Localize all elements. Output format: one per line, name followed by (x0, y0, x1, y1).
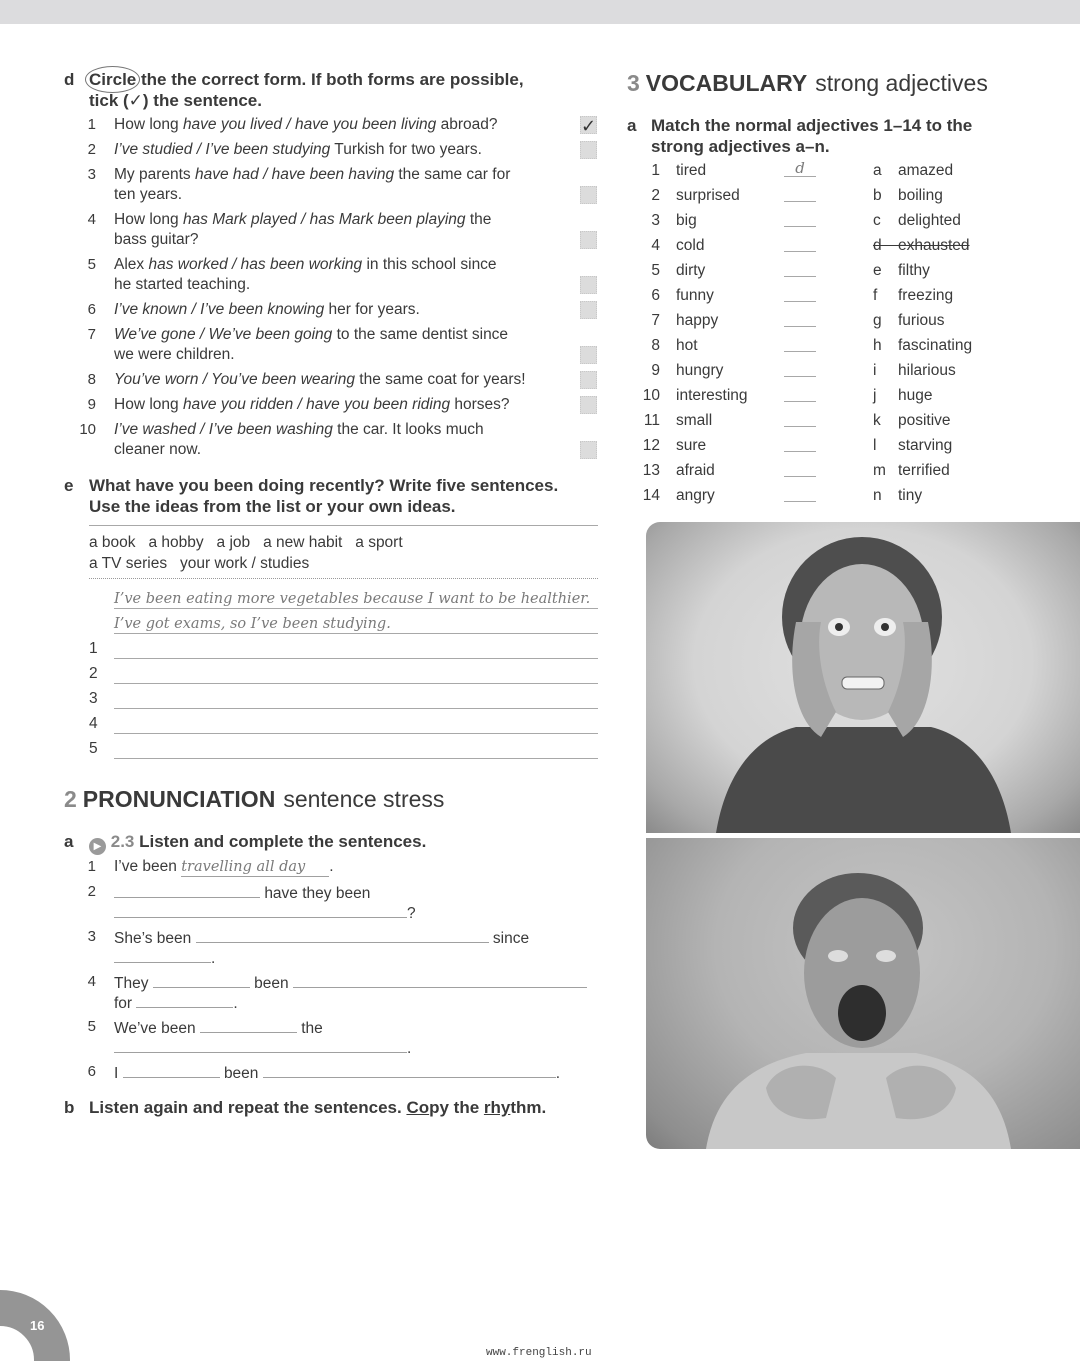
example-answer-1: I’ve been eating more vegetables because I want to be healthier. (114, 589, 598, 609)
verb-options[interactable]: has Mark played / has Mark been playing (182, 211, 466, 228)
answer-line[interactable] (114, 714, 598, 734)
pron-blank[interactable] (263, 1062, 556, 1078)
tick-box[interactable] (580, 301, 597, 319)
strong-adjective-letter: c (873, 212, 881, 229)
terrified-woman-illustration (646, 522, 1080, 833)
task-2b-letter: b (64, 1098, 75, 1117)
match-answer-blank[interactable] (784, 211, 816, 227)
answer-line-number: 5 (89, 740, 98, 757)
answer-line-number: 1 (89, 640, 98, 657)
match-answer-blank[interactable] (784, 336, 816, 352)
strong-adjective-letter: a (873, 162, 882, 179)
match-answer-blank[interactable] (784, 386, 816, 402)
pron-sentence-5: We’ve been the (114, 1017, 323, 1039)
task-d-item-number: 8 (87, 371, 96, 388)
normal-adjective-number: 7 (651, 312, 660, 329)
tick-box[interactable] (580, 371, 597, 389)
normal-adjective: sure (676, 437, 707, 454)
tick-box[interactable] (580, 116, 597, 134)
strong-adjective-letter: h (873, 337, 882, 354)
section-2-heading: 2 PRONUNCIATION sentence stress (64, 786, 445, 812)
pron-blank[interactable] (114, 902, 407, 918)
normal-adjective: big (676, 212, 697, 229)
task-2b-instruction: Listen again and repeat the sentences. Copy the rhythm. (89, 1098, 547, 1117)
strong-adjective: fascinating (898, 337, 973, 354)
pron-blank[interactable] (136, 992, 233, 1008)
task-d-item: You’ve worn / You’ve been wearing the same coat for years! (114, 371, 526, 388)
ideas-line-1: a book a hobby a job a new habit a sport (89, 534, 403, 551)
furious-man-illustration (646, 838, 1080, 1149)
photo-terrified-woman (646, 522, 1080, 833)
strong-adjective: positive (898, 412, 951, 429)
match-answer-blank[interactable] (784, 261, 816, 277)
normal-adjective: happy (676, 312, 719, 329)
normal-adjective-number: 1 (651, 162, 660, 179)
strong-adjective-letter: b (873, 187, 882, 204)
photo-furious-man (646, 838, 1080, 1149)
strong-adjective: amazed (898, 162, 954, 179)
pron-sentence-3-line-2: . (114, 947, 215, 969)
tick-box[interactable] (580, 441, 597, 459)
pron-sentence-2-line-2: ? (114, 902, 416, 924)
verb-options[interactable]: has worked / has been working (148, 256, 363, 273)
normal-adjective: hungry (676, 362, 724, 379)
task-d-item: We’ve gone / We’ve been going to the same dentist since we were children. (114, 326, 509, 363)
pron-item-number: 1 (87, 858, 96, 875)
task-d-item: I’ve washed / I’ve been washing the car. It looks much cleaner now. (114, 421, 484, 458)
strong-adjective: filthy (898, 262, 930, 279)
ideas-line-2: a TV series your work / studies (89, 555, 310, 572)
top-bar (0, 0, 1080, 24)
pron-sentence-2: have they been (114, 882, 370, 904)
verb-options[interactable]: I’ve studied / I’ve been studying (114, 141, 331, 158)
pron-blank[interactable] (293, 972, 587, 988)
task-d-item: Alex has worked / has been working in this school since he started teaching. (114, 256, 497, 293)
task-d-item-number: 5 (87, 256, 96, 273)
task-d-item: How long have you ridden / have you been riding horses? (114, 396, 510, 413)
answer-line[interactable] (114, 639, 598, 659)
strong-adjective-letter: n (873, 487, 882, 504)
answer-line[interactable] (114, 739, 598, 759)
verb-options[interactable]: You’ve worn / You’ve been wearing (114, 371, 355, 388)
tick-icon: ✓ (581, 116, 597, 136)
match-answer-blank[interactable] (784, 436, 816, 452)
strong-adjective: huge (898, 387, 933, 404)
task-d-letter: d (64, 70, 75, 89)
task-d-item-number: 6 (87, 301, 96, 318)
answer-line[interactable] (114, 689, 598, 709)
match-answer-blank[interactable] (784, 486, 816, 502)
strong-adjective: terrified (898, 462, 950, 479)
pron-sentence-6: I been . (114, 1062, 560, 1084)
example-answer-2: I’ve got exams, so I’ve been studying. (114, 614, 598, 634)
tick-box[interactable] (580, 346, 597, 364)
task-d-item: I’ve studied / I’ve been studying Turkish for two years. (114, 141, 482, 158)
normal-adjective-number: 2 (651, 187, 660, 204)
verb-options[interactable]: We’ve gone / We’ve been going (114, 326, 333, 343)
pron-answer-1[interactable]: travelling all day (181, 859, 329, 877)
normal-adjective: afraid (676, 462, 715, 479)
task-d-item-number: 2 (87, 141, 96, 158)
normal-adjective: funny (676, 287, 714, 304)
verb-options[interactable]: I’ve known / I’ve been knowing (114, 301, 325, 318)
match-answer-blank[interactable]: d (784, 161, 816, 177)
strong-adjective-letter: d (873, 237, 882, 254)
pron-sentence-4-line-2: for . (114, 992, 238, 1014)
pron-blank[interactable] (200, 1017, 297, 1033)
pron-blank[interactable] (114, 1037, 407, 1053)
match-answer-blank[interactable] (784, 361, 816, 377)
circle-word: Circle (89, 70, 137, 89)
match-answer-blank[interactable] (784, 286, 816, 302)
task-d-item-number: 9 (87, 396, 96, 413)
match-answer-blank[interactable] (784, 461, 816, 477)
task-d-item-number: 3 (87, 166, 96, 183)
answer-line-number: 4 (89, 715, 98, 732)
normal-adjective-number: 6 (651, 287, 660, 304)
task-2a-instruction: ▶ 2.3 Listen and complete the sentences. (89, 831, 426, 855)
normal-adjective-number: 14 (642, 487, 660, 504)
task-d-item-number: 1 (87, 116, 96, 133)
strong-adjective: starving (898, 437, 953, 454)
normal-adjective-number: 12 (642, 437, 660, 454)
task-d-instruction: Circle the the correct form. If both forms are possible, tick (✓) the sentence. (89, 70, 524, 110)
pron-sentence-3: She’s been since (114, 927, 529, 949)
task-d-item: My parents have had / have been having the same car for ten years. (114, 166, 511, 203)
strong-adjective: delighted (898, 212, 961, 229)
strong-adjective-letter: g (873, 312, 882, 329)
strong-adjective-letter: l (873, 437, 877, 454)
strong-adjective: exhausted (898, 237, 970, 254)
pron-blank[interactable] (196, 927, 489, 943)
audio-track-number: 2.3 (110, 832, 135, 851)
normal-adjective: interesting (676, 387, 748, 404)
tick-box[interactable] (580, 276, 597, 294)
strong-adjective: tiny (898, 487, 923, 504)
pron-blank[interactable] (114, 947, 211, 963)
pron-blank[interactable] (114, 882, 260, 898)
task-3a-letter: a (627, 116, 637, 135)
normal-adjective: surprised (676, 187, 740, 204)
normal-adjective: tired (676, 162, 707, 179)
task-d-item-number: 4 (87, 211, 96, 228)
strong-adjective: boiling (898, 187, 943, 204)
normal-adjective-number: 5 (651, 262, 660, 279)
task-d-item-number: 10 (79, 421, 96, 438)
strong-adjective: freezing (898, 287, 954, 304)
pron-item-number: 4 (87, 973, 96, 990)
task-3a-instruction: Match the normal adjectives 1–14 to the strong adjectives a–n. (651, 116, 973, 156)
pron-item-number: 2 (87, 883, 96, 900)
strong-adjective: hilarious (898, 362, 956, 379)
pron-blank[interactable] (153, 972, 250, 988)
tick-box[interactable] (580, 396, 597, 414)
verb-options[interactable]: have had / have been having (194, 166, 395, 183)
speaker-icon[interactable]: ▶ (89, 838, 106, 855)
task-2a-letter: a (64, 832, 74, 851)
strong-adjective-letter: m (873, 462, 886, 479)
normal-adjective: dirty (676, 262, 706, 279)
pron-sentence-1: I’ve been travelling all day . (114, 858, 334, 875)
normal-adjective-number: 4 (651, 237, 660, 254)
task-d-item: How long have you lived / have you been living abroad? (114, 116, 498, 133)
normal-adjective-number: 9 (651, 362, 660, 379)
task-e-instruction: What have you been doing recently? Write five sentences. Use the ideas from the list or your own ideas. (89, 476, 559, 516)
tick-box[interactable] (580, 231, 597, 249)
match-answer-blank[interactable] (784, 411, 816, 427)
pron-sentence-4: They been (114, 972, 587, 994)
strong-adjective: furious (898, 312, 945, 329)
strong-adjective-letter: f (873, 287, 878, 304)
strikethrough-mark (873, 245, 899, 246)
match-answer-blank[interactable] (784, 186, 816, 202)
task-d-item: I’ve known / I’ve been knowing her for years. (114, 301, 420, 318)
answer-line-number: 2 (89, 665, 98, 682)
normal-adjective: cold (676, 237, 705, 254)
verb-options[interactable]: have you ridden / have you been riding (182, 396, 451, 413)
verb-options[interactable]: I’ve washed / I’ve been washing (114, 421, 333, 438)
strong-adjective-letter: e (873, 262, 882, 279)
tick-box[interactable] (580, 186, 597, 204)
pron-blank[interactable] (123, 1062, 220, 1078)
strong-adjective-letter: k (873, 412, 881, 429)
tick-box[interactable] (580, 141, 597, 159)
match-answer-blank[interactable] (784, 236, 816, 252)
pron-item-number: 3 (87, 928, 96, 945)
pron-item-number: 6 (87, 1063, 96, 1080)
normal-adjective: angry (676, 487, 715, 504)
ideas-box-bottom-rule (89, 578, 598, 579)
pron-sentence-5-line-2: . (114, 1037, 411, 1059)
normal-adjective: small (676, 412, 713, 429)
normal-adjective-number: 11 (643, 412, 660, 429)
verb-options[interactable]: have you lived / have you been living (182, 116, 437, 133)
section-3-heading: 3 VOCABULARY strong adjectives (627, 70, 988, 96)
pron-item-number: 5 (87, 1018, 96, 1035)
normal-adjective-number: 8 (651, 337, 660, 354)
task-e-letter: e (64, 476, 74, 495)
normal-adjective-number: 13 (642, 462, 660, 479)
match-answer-blank[interactable] (784, 311, 816, 327)
normal-adjective: hot (676, 337, 698, 354)
strong-adjective-letter: i (873, 362, 877, 379)
footer-url[interactable]: www.frenglish.ru (486, 1347, 592, 1359)
answer-line-number: 3 (89, 690, 98, 707)
ideas-box-top-rule (89, 525, 598, 526)
answer-line[interactable] (114, 664, 598, 684)
task-d-item-number: 7 (87, 326, 96, 343)
normal-adjective-number: 10 (642, 387, 660, 404)
page-number: 16 (30, 1318, 45, 1333)
strong-adjective-letter: j (873, 387, 877, 404)
normal-adjective-number: 3 (651, 212, 660, 229)
task-d-item: How long has Mark played / has Mark been playing the bass guitar? (114, 211, 492, 248)
